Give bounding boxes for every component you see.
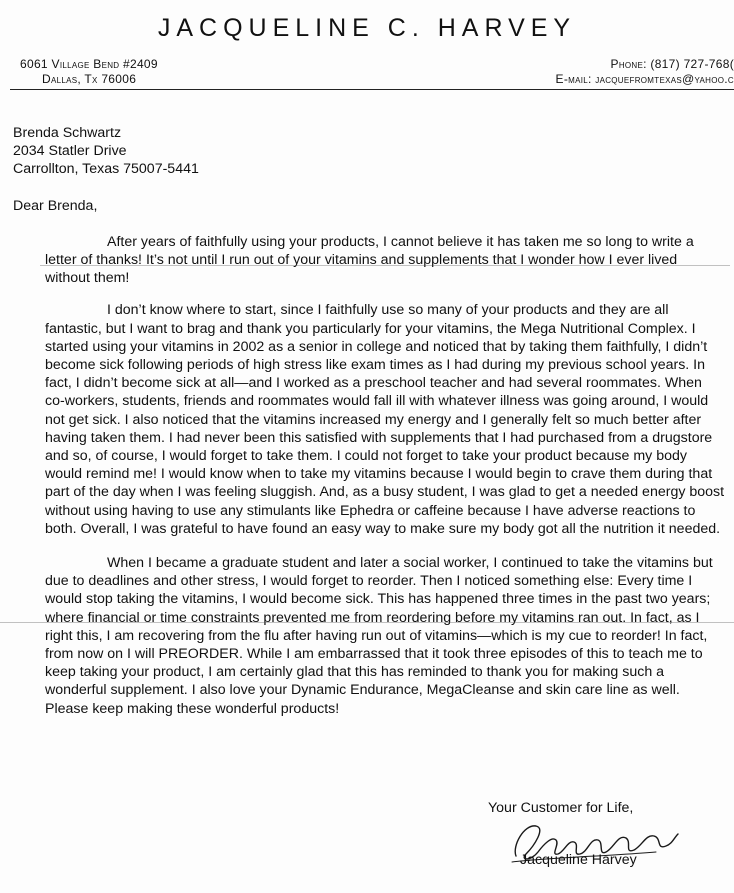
salutation: Dear Brenda, xyxy=(13,197,98,214)
letter-body xyxy=(13,124,725,718)
sender-address-line2: Dallas, Tx 76006 xyxy=(42,72,137,86)
recipient-city: Carrollton, Texas 75007-5441 xyxy=(13,161,199,178)
signer-name: Jacqueline Harvey xyxy=(520,852,637,868)
sender-contact xyxy=(484,57,734,87)
letterhead-divider xyxy=(10,89,734,90)
sender-email: E-mail: jacquefromtexas@yahoo.c xyxy=(555,72,734,86)
closing: Your Customer for Life, xyxy=(488,800,634,816)
letterhead-name: JACQUELINE C. HARVEY xyxy=(157,14,577,42)
paragraph-1: After years of faithfully using your products, I cannot believe it has taken me so long to write a letter of thanks! It’s not until I run out of your vitamins and supplements that I wonder how I ever lived without them! xyxy=(45,233,694,287)
sender-address-line1: 6061 Village Bend #2409 xyxy=(20,57,158,71)
fold-line-2 xyxy=(0,622,734,623)
sender-phone: Phone: (817) 727-768( xyxy=(610,57,734,71)
paragraph-2: I don’t know where to start, since I faithfully use so many of your products and they are all fantastic, but I want to brag and thank you particularly for your vitamins, the Mega Nutritional Complex. I started using your vitamins in 2002 as a senior in college and noticed that by taking them faithfully, I didn’t become sick following periods of high stress like exam times as I had during my previous school years. In fact, I didn’t become sick at all—and I worked as a preschool teacher and had several roommates. When co-workers, students, friends and roommates would fall ill with whatever illness was going around, I would not get sick. I also noticed that the vitamins increased my energy and I generally felt so much better after having taken them. I had never been this satisfied with supplements that I had purchased from a drugstore and so, of course, I would forget to take them. I could not forget to take your product because my body would remind me! I would know when to take my vitamins because I would begin to crave them during that part of the day when I was feeling sluggish. And, as a busy student, I was glad to get a needed energy boost without using having to use any stimulants like Ephedra or caffeine because I have adverse reactions to both. Overall, I was grateful to have found an easy way to make sure my body got all the nutrition it needed. xyxy=(45,302,725,537)
recipient-address xyxy=(13,124,725,179)
recipient-street: 2034 Statler Drive xyxy=(13,143,127,160)
recipient-name: Brenda Schwartz xyxy=(13,125,122,141)
fold-line-1 xyxy=(40,265,730,266)
sender-address xyxy=(20,57,158,87)
paragraph-3: When I became a graduate student and later a social worker, I continued to take the vitamins but due to deadlines and other stress, I would forget to reorder. Then I noticed something else: Every time I would stop taking the vitamins, I would become sick. This has happened three times in the past two years; where financial or time constraints prevented me from reordering before my vitamins ran out. In fact, as I right this, I am recovering from the flu after having run out of vitamins—which is my cue to reorder! In fact, from now on I will PREORDER. While I am embarrassed that it took three episodes of this to teach me to keep taking your product, I am certainly glad that this has reminded to thank you for making such a wonderful supplement. I also love your Dynamic Endurance, MegaCleanse and skin care line as well. Please keep making these wonderful products! xyxy=(45,555,713,717)
